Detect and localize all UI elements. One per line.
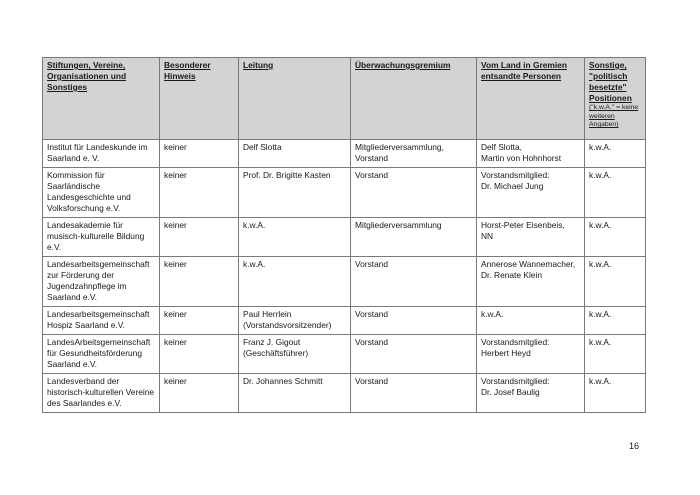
table-row <box>43 307 646 335</box>
cell-delegated-persons-line: Delf Slotta, <box>481 142 522 152</box>
cell-delegated-persons-line: Horst-Peter Eisenbeis, <box>481 220 565 230</box>
cell-leadership-line: Franz J. Gigout <box>243 337 301 347</box>
cell-special-note: keiner <box>160 140 239 168</box>
cell-delegated-persons <box>477 140 585 168</box>
cell-supervisory-body-line: Vorstand <box>355 259 389 269</box>
cell-organization: Institut für Landeskunde im Saarland e. V. <box>43 140 160 168</box>
table-row <box>43 335 646 374</box>
cell-leadership <box>239 218 351 257</box>
cell-delegated-persons-line: Vorstandsmitglied: <box>481 170 550 180</box>
cell-other-positions: k.w.A. <box>585 307 646 335</box>
cell-delegated-persons <box>477 374 585 413</box>
cell-leadership-line: Dr. Johannes Schmitt <box>243 376 323 386</box>
cell-supervisory-body <box>351 140 477 168</box>
cell-supervisory-body <box>351 335 477 374</box>
cell-leadership-line: Prof. Dr. Brigitte Kasten <box>243 170 331 180</box>
cell-supervisory-body-line: Vorstand <box>355 376 389 386</box>
cell-delegated-persons-line: Vorstandsmitglied: <box>481 376 550 386</box>
table-row <box>43 140 646 168</box>
cell-delegated-persons <box>477 257 585 307</box>
cell-supervisory-body-line: Vorstand <box>355 337 389 347</box>
cell-delegated-persons <box>477 335 585 374</box>
cell-organization: Landesakademie für musisch-kulturelle Bildung e.V. <box>43 218 160 257</box>
cell-leadership <box>239 374 351 413</box>
cell-leadership-line: Delf Slotta <box>243 142 282 152</box>
cell-special-note: keiner <box>160 168 239 218</box>
cell-delegated-persons-line: Dr. Renate Klein <box>481 270 542 280</box>
cell-delegated-persons-line: NN <box>481 231 494 241</box>
cell-leadership <box>239 140 351 168</box>
cell-supervisory-body <box>351 374 477 413</box>
cell-organization: Landesarbeitsgemeinschaft zur Förderung der Jugendzahnpflege im Saarland e.V. <box>43 257 160 307</box>
header-delegated-persons: Vom Land in Gremien entsandte Personen <box>477 58 585 140</box>
cell-other-positions: k.w.A. <box>585 257 646 307</box>
cell-leadership <box>239 257 351 307</box>
cell-supervisory-body <box>351 307 477 335</box>
cell-organization: Kommission für Saarländische Landesgeschichte und Volksforschung e.V. <box>43 168 160 218</box>
cell-special-note: keiner <box>160 257 239 307</box>
cell-other-positions: k.w.A. <box>585 140 646 168</box>
header-other-positions-note: ("k.w.A." = keine weiteren Angaben) <box>589 104 639 128</box>
header-organizations: Stiftungen, Vereine, Organisationen und Sonstiges <box>43 58 160 140</box>
cell-leadership-line: k.w.A. <box>243 220 266 230</box>
cell-delegated-persons-line: k.w.A. <box>481 309 504 319</box>
cell-supervisory-body-line: Mitgliederversammlung, <box>355 142 444 152</box>
cell-organization: LandesArbeitsgemeinschaft für Gesundheitsförderung Saarland e.V. <box>43 335 160 374</box>
organizations-table <box>42 57 646 413</box>
cell-supervisory-body-line: Vorstand <box>355 153 389 163</box>
cell-other-positions: k.w.A. <box>585 335 646 374</box>
cell-delegated-persons-line: Dr. Josef Baulig <box>481 387 540 397</box>
cell-leadership-line: (Geschäftsführer) <box>243 348 309 358</box>
table-header-row <box>43 58 646 140</box>
cell-supervisory-body <box>351 168 477 218</box>
cell-supervisory-body-line: Vorstand <box>355 170 389 180</box>
cell-supervisory-body-line: Mitgliederversammlung <box>355 220 442 230</box>
cell-delegated-persons-line: Annerose Wannemacher, <box>481 259 576 269</box>
cell-supervisory-body <box>351 218 477 257</box>
cell-special-note: keiner <box>160 335 239 374</box>
cell-delegated-persons-line: Herbert Heyd <box>481 348 531 358</box>
table-body <box>43 140 646 413</box>
cell-organization: Landesarbeitsgemeinschaft Hospiz Saarland e.V. <box>43 307 160 335</box>
cell-delegated-persons <box>477 307 585 335</box>
cell-leadership-line: Paul Herrlein <box>243 309 292 319</box>
header-supervisory-body: Überwachungsgremium <box>351 58 477 140</box>
cell-leadership <box>239 335 351 374</box>
cell-organization: Landesverband der historisch-kulturellen Vereine des Saarlandes e.V. <box>43 374 160 413</box>
table-row <box>43 168 646 218</box>
header-other-positions <box>585 58 646 140</box>
cell-leadership-line: (Vorstandsvorsitzender) <box>243 320 332 330</box>
cell-delegated-persons <box>477 168 585 218</box>
cell-special-note: keiner <box>160 374 239 413</box>
table-row <box>43 374 646 413</box>
header-other-positions-title: Sonstige, "politisch besetzte" Positionen <box>589 60 632 103</box>
cell-leadership-line: k.w.A. <box>243 259 266 269</box>
cell-delegated-persons <box>477 218 585 257</box>
header-special-note: Besonderer Hinweis <box>160 58 239 140</box>
cell-delegated-persons-line: Martin von Hohnhorst <box>481 153 562 163</box>
cell-other-positions: k.w.A. <box>585 168 646 218</box>
cell-leadership <box>239 168 351 218</box>
cell-special-note: keiner <box>160 307 239 335</box>
cell-special-note: keiner <box>160 218 239 257</box>
table-row <box>43 218 646 257</box>
page-number: 16 <box>628 441 639 451</box>
header-leadership: Leitung <box>239 58 351 140</box>
cell-supervisory-body-line: Vorstand <box>355 309 389 319</box>
cell-leadership <box>239 307 351 335</box>
cell-delegated-persons-line: Vorstandsmitglied: <box>481 337 550 347</box>
table-row <box>43 257 646 307</box>
cell-supervisory-body <box>351 257 477 307</box>
cell-other-positions: k.w.A. <box>585 374 646 413</box>
cell-other-positions: k.w.A. <box>585 218 646 257</box>
cell-delegated-persons-line: Dr. Michael Jung <box>481 181 544 191</box>
